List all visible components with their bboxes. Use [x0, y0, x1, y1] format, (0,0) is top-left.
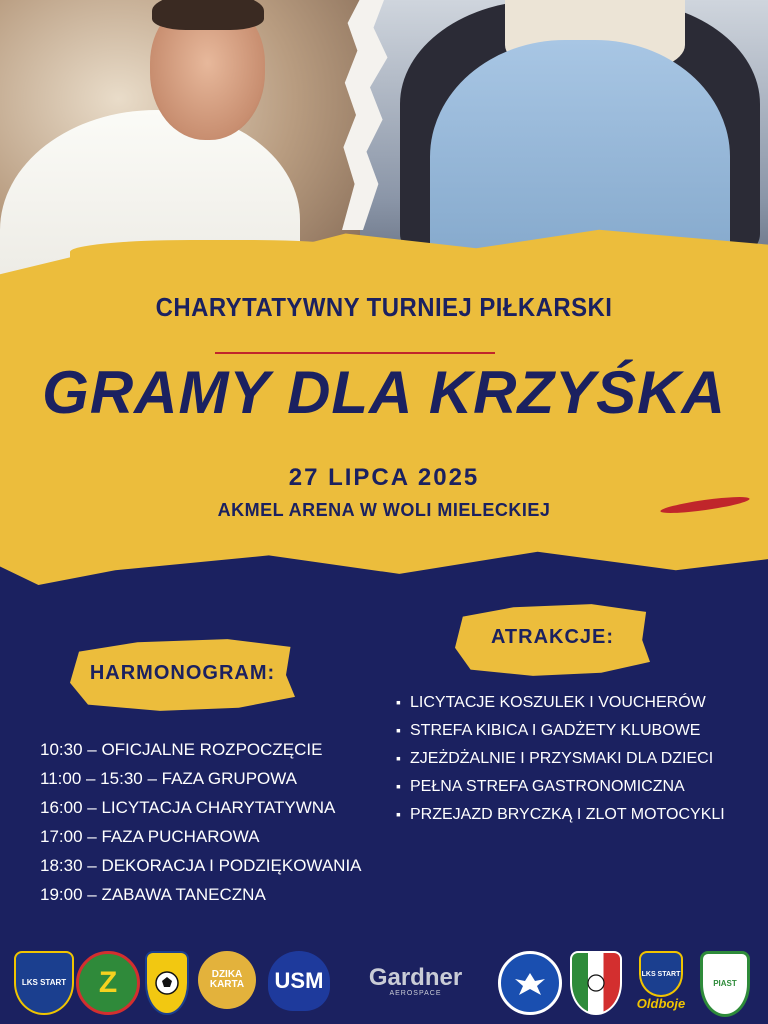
- club-shield-logo: [145, 951, 189, 1015]
- lks-crest-logo: [570, 951, 622, 1015]
- attraction-item: [396, 688, 725, 716]
- lks-start-text: LKS START: [21, 977, 67, 987]
- attraction-label: ZJEŻDŻALNIE I PRZYSMAKI DLA DZIECI: [410, 750, 714, 767]
- schedule-item: 17:00 – FAZA PUCHAROWA: [40, 827, 260, 846]
- title-divider: [215, 352, 495, 354]
- bullet-icon: ▪: [396, 778, 401, 794]
- sponsor-logos: [0, 945, 768, 1020]
- man-hair: [152, 0, 264, 30]
- lks-start-oldboje-logo: [632, 951, 690, 1011]
- event-title: GRAMY DLA KRZYŚKA: [42, 359, 726, 426]
- schedule-list: [40, 735, 362, 909]
- attraction-label: PEŁNA STREFA GASTRONOMICZNA: [410, 778, 685, 795]
- schedule-item: 19:00 – ZABAWA TANECZNA: [40, 885, 266, 904]
- bullet-icon: ▪: [396, 694, 401, 710]
- attraction-label: LICYTACJE KOSZULEK I VOUCHERÓW: [410, 694, 706, 711]
- lks-zlotnicianka-logo: [76, 951, 140, 1015]
- schedule-heading: HARMONOGRAM:: [89, 662, 276, 684]
- oldboje-crest: LKS START: [639, 951, 683, 997]
- attraction-label: PRZEJAZD BRYCZKĄ I ZLOT MOTOCYKLI: [410, 806, 725, 823]
- oldboje-text: Oldboje: [636, 996, 686, 1012]
- gardner-text: Gardner: [368, 963, 463, 991]
- dzika-karta-text: DZIKA KARTA: [209, 968, 245, 990]
- attractions-list: [396, 688, 725, 828]
- gardner-sub: AEROSPACE: [389, 989, 442, 997]
- usm-logo: [268, 951, 330, 1011]
- schedule-item: 10:30 – OFICJALNE ROZPOCZĘCIE: [40, 740, 323, 759]
- zlotnicianka-letter: Z: [98, 966, 118, 1000]
- football-icon: [154, 970, 180, 996]
- eagle-icon: [513, 969, 547, 997]
- event-venue: AKMEL ARENA W WOLI MIELECKIEJ: [217, 500, 551, 520]
- football-icon: [586, 973, 606, 993]
- bullet-icon: ▪: [396, 750, 401, 766]
- gardner-logo: [348, 951, 483, 1011]
- lks-piast-logo: [700, 951, 750, 1017]
- attraction-item: [396, 800, 725, 828]
- event-subtitle: CHARYTATYWNY TURNIEJ PIŁKARSKI: [155, 292, 613, 322]
- attraction-item: [396, 744, 725, 772]
- eagle-club-logo: [498, 951, 562, 1015]
- event-date: 27 LIPCA 2025: [288, 464, 480, 491]
- attraction-item: [396, 716, 725, 744]
- piast-text: PIAST: [713, 978, 737, 988]
- dzika-karta-logo: [198, 951, 256, 1009]
- bullet-icon: ▪: [396, 806, 401, 822]
- usm-text: USM: [274, 968, 324, 994]
- attraction-item: [396, 772, 725, 800]
- schedule-item: 16:00 – LICYTACJA CHARYTATYWNA: [40, 798, 336, 817]
- schedule-item: 18:30 – DEKORACJA I PODZIĘKOWANIA: [40, 856, 362, 875]
- lks-start-logo: [14, 951, 74, 1015]
- attraction-label: STREFA KIBICA I GADŻETY KLUBOWE: [410, 722, 701, 739]
- bullet-icon: ▪: [396, 722, 401, 738]
- schedule-item: 11:00 – 15:30 – FAZA GRUPOWA: [40, 769, 298, 788]
- attractions-heading: ATRAKCJE:: [490, 626, 615, 648]
